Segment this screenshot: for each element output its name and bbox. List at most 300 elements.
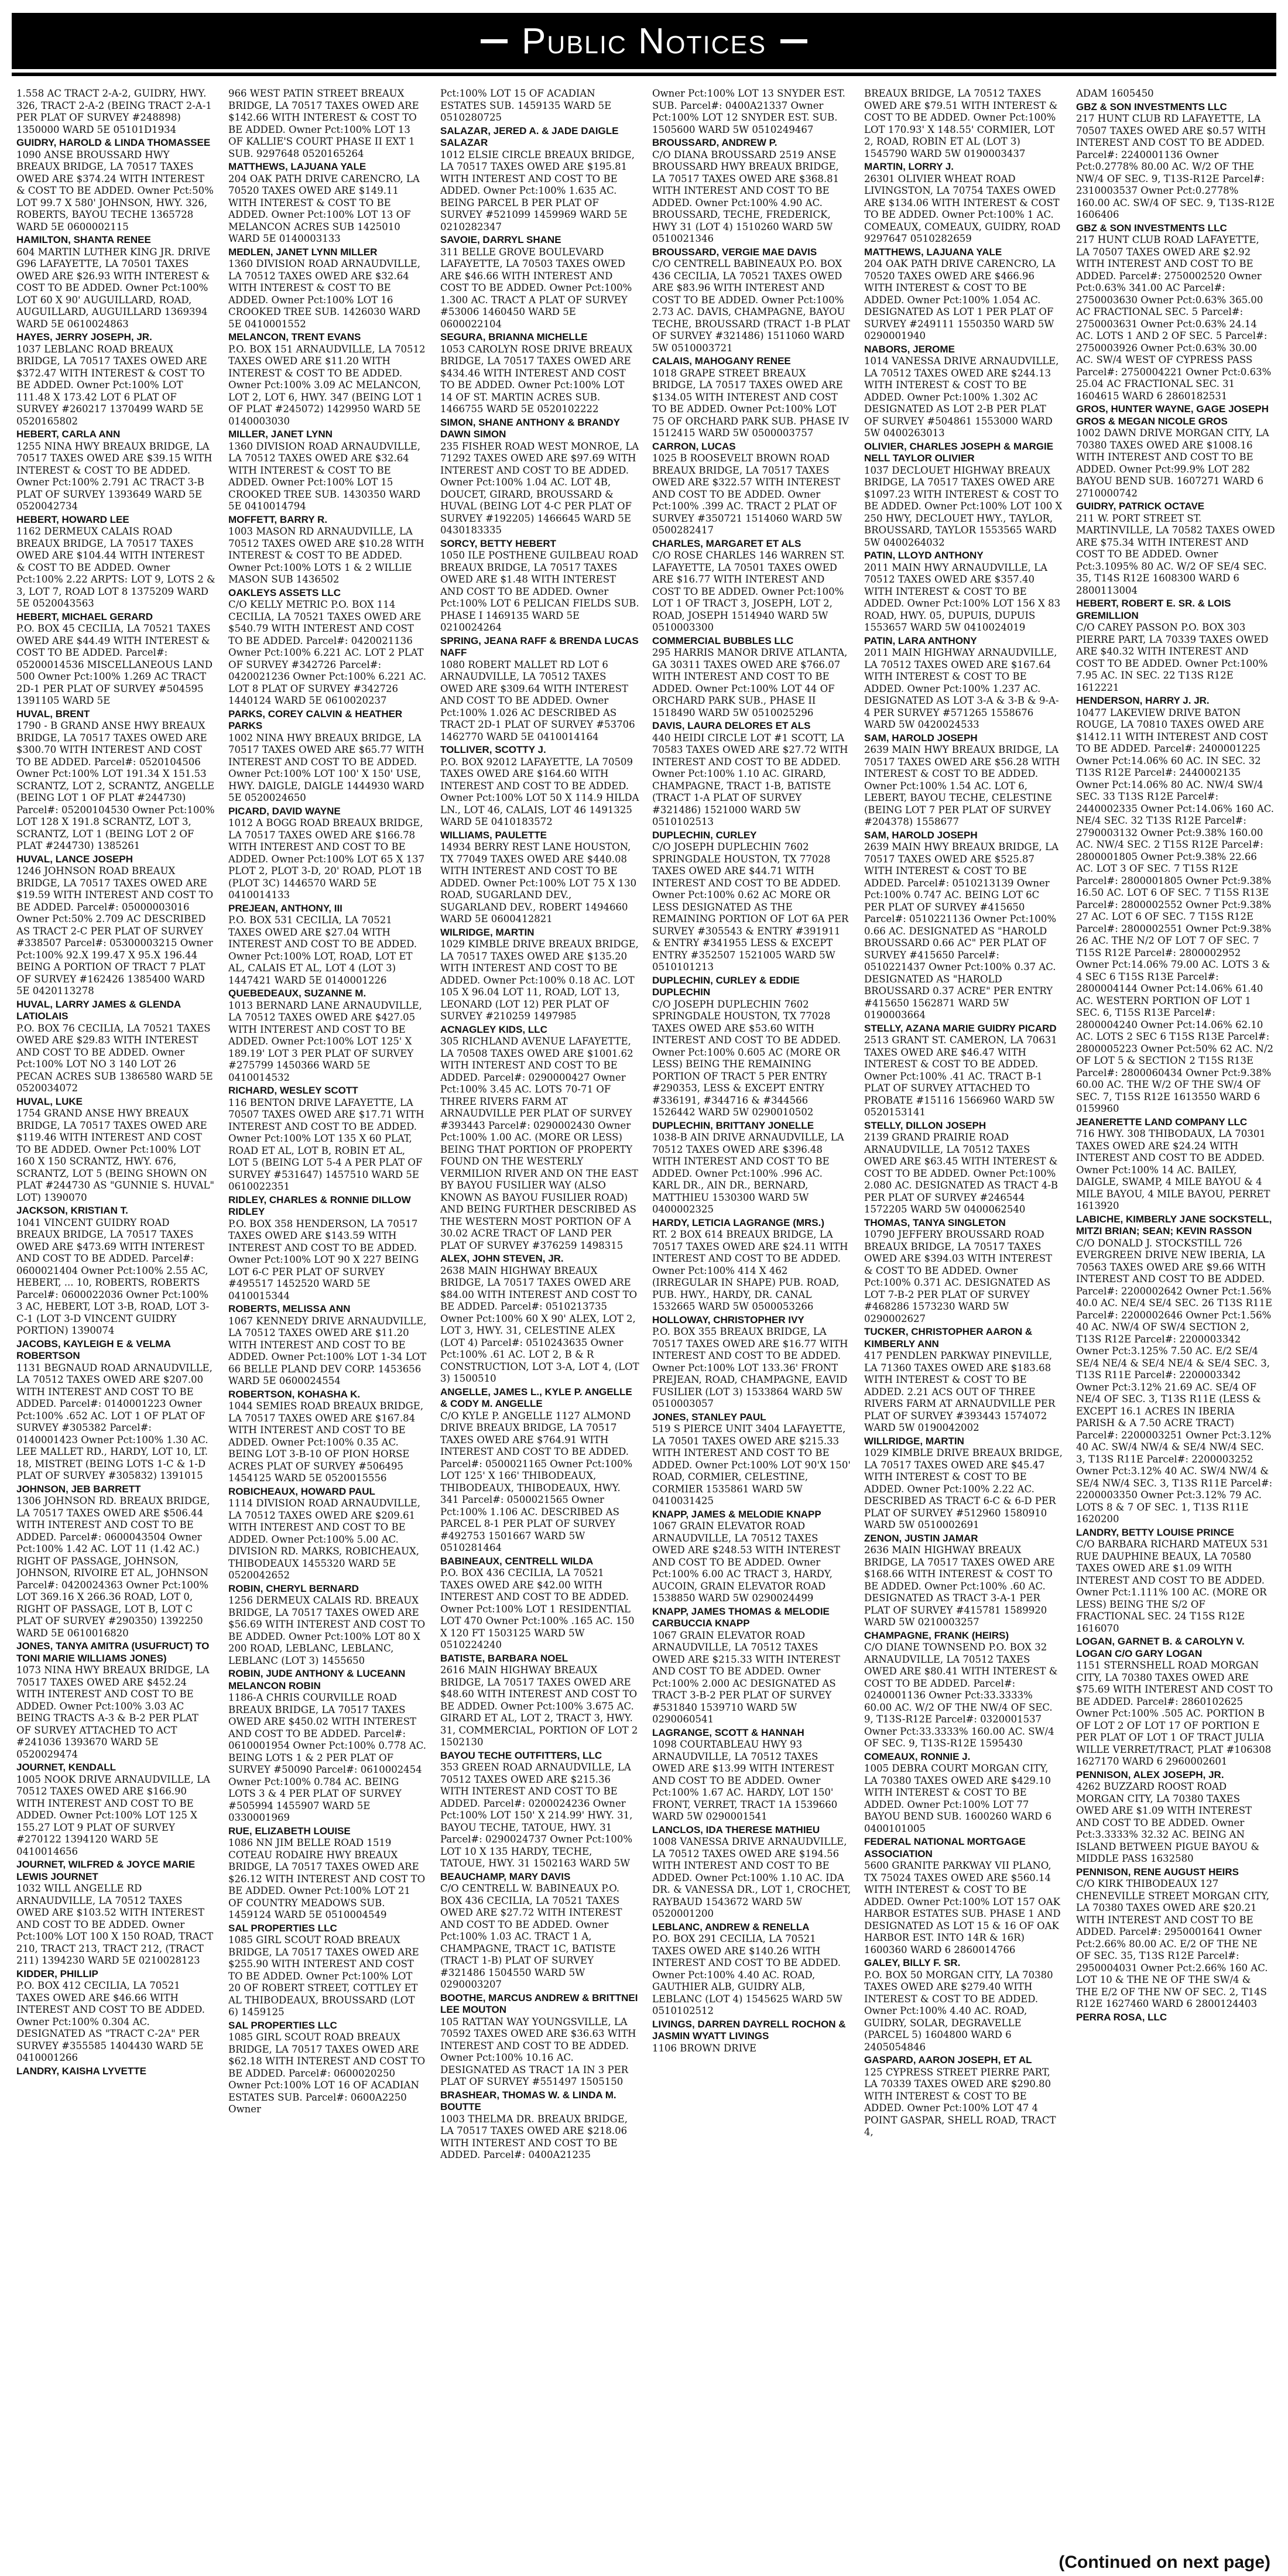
notice-text: P.O. BOX 358 HENDERSON, LA 70517 TAXES OWED ARE $143.59 WITH INTEREST AND COST TO BE ADDED. Owner Pct:100% LOT 90 X 227 BEING LOT 6-C PER PLAT OF SURVEY #495517 1452520 WARD 5E 0410015344 <box>228 1218 419 1301</box>
notice-entry <box>864 441 1063 549</box>
owner-name: ROBIN, CHERYL BERNARD <box>228 1582 359 1594</box>
notice-text: 1790 - B GRAND ANSE HWY BREAUX BRIDGE, LA 70517 TAXES OWED ARE $300.70 WITH INTEREST AND COST TO BE ADDED. Parcel#: 0520104506 Owner Pct:100% LOT 191.34 X 151.53 SCRANTZ, LOT 2, SCRANTZ, ANGELLE (BEING LOT 1 OF PLAT #244730) Parcel#: 05200104530 Owner Pct:100% LOT 128 X 191.8 SCRANTZ, LOT 3, SCRANTZ, LOT 1 (BEING LOT 2 OF PLAT #244730) 1385261 <box>16 720 215 851</box>
notice-text: 1131 BEGNAUD ROAD ARNAUDVILLE, LA 70512 TAXES OWED ARE $207.00 WITH INTEREST AND COST TO BE ADDED. Parcel#: 0140001223 Owner Pct:100% .652 AC. LOT 1 OF PLAT OF SURVEY #305382 Parcel#: 0140001423 Owner Pct:100% 1.30 AC. LEE MALLET RD., HARDY, LOT 10, LT. 18, MISTRET (BEING LOTS 1-C & 1-D PLAT OF SURVEY #305832) 1391015 <box>16 1362 213 1481</box>
owner-name: CHAMPAGNE, FRANK (HEIRS) <box>864 1629 1009 1641</box>
notice-text: 1032 WILL ANGELLE RD ARNAUDVILLE, LA 70512 TAXES OWED ARE $103.52 WITH INTEREST AND COST TO BE ADDED. Owner Pct:100% LOT 100 X 150 ROAD, TRACT 210, TRACT 213, TRACT 212, (TRACT 211) 1394230 WARD 5E 0210028123 <box>16 1883 214 1966</box>
notice-column <box>864 88 1063 2547</box>
notice-entry <box>1076 501 1275 597</box>
notice-text: P.O. BOX 291 CECILIA, LA 70521 TAXES OWED ARE $140.26 WITH INTEREST AND COST TO BE ADDED. Owner Pct:100% 4.40 AC. ROAD, GAUTHIER ALB, GUIDRY ALB, LEBLANC (LOT 4) 1545625 WARD 5W 0510102512 <box>652 1933 842 2016</box>
notice-entry <box>16 514 215 610</box>
notice-text: 5600 GRANITE PARKWAY VII PLANO, TX 75024 TAXES OWED ARE $560.14 WITH INTEREST & COST TO BE ADDED. Owner Pct:100% LOT 157 OAK HARBOR ESTATES SUB. PHASE 1 AND DESIGNATED AS LOT 15 & 16 OF OAK HARBOR EST. INTO 14R & 16R) 1600360 WARD 6 2860014766 <box>864 1860 1061 1955</box>
notice-text: 1073 NINA HWY BREAUX BRIDGE, LA 70517 TAXES OWED ARE $452.24 WITH INTEREST AND COST TO BE ADDED. Owner Pct:100% 3.03 AC BEING TRACTS A-3 & B-2 PER PLAT OF SURVEY ATTACHED TO ACT #241036 1393670 WARD 5E 0520029474 <box>16 1664 210 1760</box>
notice-entry <box>1076 88 1275 100</box>
notice-text: Pct:100% LOT 15 OF ACADIAN ESTATES SUB. 1459135 WARD 5E 0510280725 <box>440 88 612 123</box>
notice-text: 2139 GRAND PRAIRIE ROAD ARNAUDVILLE, LA 70512 TAXES OWED ARE $63.45 WITH INTEREST & COST TO BE ADDED. Owner Pct:100% 2.080 AC. DESIGNATED AS TRACT 4-B PER PLAT OF SURVEY #246544 1572205 WARD 5W 0400062540 <box>864 1132 1059 1215</box>
owner-name: LANDRY, KAISHA LYVETTE <box>16 2065 146 2077</box>
notice-column <box>1076 88 1275 2547</box>
notice-text: C/O CENTRELL BABINEAUX P.O. BOX 436 CECILIA, LA 70521 TAXES OWED ARE $83.96 WITH INTEREST AND COST TO BE ADDED. Owner Pct:100% 2.73 AC. DAVIS, CHAMPAGNE, BAYOU TECHE, BROUSSARD (TRACT 1-B PLAT OF SURVEY #321486) 1511060 WARD 5W 0510003721 <box>652 258 850 354</box>
notice-entry <box>228 429 427 513</box>
notice-entry <box>652 355 851 440</box>
notice-entry <box>440 1871 639 1991</box>
owner-name: DUPLECHIN, CURLEY <box>652 829 757 841</box>
owner-name: WILRIDGE, MARTIN <box>440 926 535 938</box>
notice-text: 966 WEST PATIN STREET BREAUX BRIDGE, LA 70517 TAXES OWED ARE $142.66 WITH INTEREST & COST TO BE ADDED. Owner Pct:100% LOT 13 OF KALLIE'S COURT PHASE II EXT 1 SUB. 9297648 0520165264 <box>228 88 419 159</box>
notice-entry <box>652 441 851 537</box>
notice-entry <box>16 1338 215 1482</box>
notice-column <box>652 88 851 2547</box>
owner-name: GUIDRY, PATRICK OCTAVE <box>1076 501 1205 512</box>
banner-left-dash <box>481 39 508 43</box>
notice-text: 2616 MAIN HIGHWAY BREAUX BRIDGE, LA 70517 TAXES OWED ARE $48.60 WITH INTEREST AND COST TO BE ADDED. Owner Pct:100% 3.675 AC. GIRARD ET AL, LOT 2, TRACT 3, HWY. 31, COMMERCIAL, PORTION OF LOT 2 1502130 <box>440 1664 638 1748</box>
notice-entry <box>440 1556 639 1652</box>
owner-name: HAMILTON, SHANTA RENEE <box>16 234 151 245</box>
owner-name: RUE, ELIZABETH LOUISE <box>228 1825 351 1837</box>
notice-entry <box>228 1303 427 1388</box>
owner-name: STELLY, AZANA MARIE GUIDRY PICARD <box>864 1022 1057 1034</box>
notice-entry <box>864 830 1063 1022</box>
owner-name: PENNISON, ALEX JOSEPH, JR. <box>1076 1769 1224 1780</box>
notice-text: 1256 DERMEUX CALAIS RD. BREAUX BRIDGE, LA 70517 TAXES OWED ARE $56.69 WITH INTEREST AND COST TO BE ADDED. Owner Pct:100% LOT 80 X 200 ROAD, LEBLANC, LEBLANC, LEBLANC (LOT 3) 1455650 <box>228 1595 426 1666</box>
notice-text: 14934 BERRY REST LANE HOUSTON, TX 77049 TAXES OWED ARE $440.08 WITH INTEREST AND COST TO BE ADDED. Owner Pct:100% LOT 75 X 130 ROAD, SUGARLAND DEV., SUGARLAND DEV., ROBERT 1494660 WARD 5E 0600412821 <box>440 841 637 924</box>
owner-name: HENDERSON, HARRY J. JR. <box>1076 695 1210 706</box>
notice-entry <box>228 1825 427 1921</box>
owner-name: JONES, TANYA AMITRA (USUFRUCT) TO TONI MARIE WILLIAMS JONES) <box>16 1640 210 1664</box>
notice-text: 1003 MASON RD ARNAUDVILLE, LA 70512 TAXES OWED ARE $10.28 WITH INTEREST & COST TO BE ADDED. Owner Pct:100% LOTS 1 & 2 WILLIE MASON SUB 1436502 <box>228 526 424 585</box>
notice-entry <box>1076 1866 1275 2010</box>
owner-name: GROS, HUNTER WAYNE, GAGE JOSEPH GROS & MEGAN NICOLE GROS <box>1076 403 1269 427</box>
notice-text: 1246 JOHNSON ROAD BREAUX BRIDGE, LA 70517 TAXES OWED ARE $19.59 WITH INTEREST AND COST TO BE ADDED. Parcel#: 05000003016 Owner Pct:50% 2.709 AC DESCRIBED AS TRACT 2-C PER PLAT OF SURVEY #338507 Parcel#: 05300003215 Owner Pct:100% 92.X 199.47 X 95.X 196.44 BEING A PORTION OF TRACT 7 PLAT OF SURVEY #162426 1385400 WARD 5E 0420113278 <box>16 865 214 996</box>
notice-entry <box>864 2054 1063 2139</box>
notice-text: BREAUX BRIDGE, LA 70512 TAXES OWED ARE $79.51 WITH INTEREST & COST TO BE ADDED. Owner Pct:100% LOT 170.93' X 148.55' CORMIER, LOT 2, ROAD, ROBIN ET AL (LOT 3) 1545790 WARD 5W 0190003437 <box>864 88 1058 159</box>
owner-name: QUEBEDEAUX, SUZANNE M. <box>228 988 366 999</box>
notice-text: C/O KIRK THIBODEAUX 127 CHENEVILLE STREET MORGAN CITY, LA 70380 TAXES OWED ARE $20.21 WITH INTEREST AND COST TO BE ADDED. Parcel#: 2950001641 Owner Pct:2.66% 80.00 AC. E/2 OF THE NE OF SEC. 35, T13S R12E Parcel#: 2950004031 Owner Pct:2.66% 160 AC. LOT 10 & THE NE OF THE SW/4 & THE E/2 OF THE NW OF SEC. 2, T14S R12E 1627460 WARD 6 2800124403 <box>1076 1878 1270 2009</box>
owner-name: KIDDER, PHILLIP <box>16 1968 98 1979</box>
notice-entry <box>864 88 1063 160</box>
notice-entry <box>16 2065 215 2078</box>
notice-text: 1151 STERNSHELL ROAD MORGAN CITY, LA 70380 TAXES OWED ARE $75.69 WITH INTEREST AND COST TO BE ADDED. Parcel#: 2860102625 Owner Pct:100% .505 AC. PORTION B OF LOT 2 OF LOT 17 OF PORTION E PER PLAT OF LOT 1 OF TRACT JULIA WILLE VERRET/TRACT, PLAT #106308 1627170 WARD 6 2960002601 <box>1076 1660 1273 1767</box>
owner-name: CARRON, LUCAS <box>652 440 736 452</box>
notice-entry <box>652 635 851 720</box>
owner-name: JONES, STANLEY PAUL <box>652 1411 766 1423</box>
owner-name: GASPARD, AARON JOSEPH, ET AL <box>864 2054 1032 2065</box>
owner-name: HUVAL, LANCE JOSEPH <box>16 853 133 865</box>
notice-text: 1255 NINA HWY BREAUX BRIDGE, LA 70517 TAXES OWED ARE $39.15 WITH INTEREST & COST TO BE ADDED. Owner Pct:100% 2.791 AC TRACT 3-B PLAT OF SURVEY 1393649 WARD 5E 0520042734 <box>16 440 213 512</box>
notice-text: 1067 GRAIN ELEVATOR ROAD ARNAUDVILLE, LA 70512 TAXES OWED ARE $215.33 WITH INTEREST AND COST TO BE ADDED. Owner Pct:100% 2.000 AC DESIGNATED AS TRACT 3-B-2 PER PLAT OF SURVEY #531840 1539710 WARD 5W 0290060541 <box>652 1629 841 1725</box>
notice-text: 1106 BROWN DRIVE <box>652 2042 757 2054</box>
notice-entry <box>16 1205 215 1337</box>
owner-name: PATIN, LLOYD ANTHONY <box>864 550 984 561</box>
notice-column <box>228 88 427 2547</box>
notice-text: C/O KYLE P. ANGELLE 1127 ALMOND DRIVE BREAUX BRIDGE, LA 70517 TAXES OWED ARE $764.91 WITH INTEREST AND COST TO BE ADDED. Parcel#: 0500021165 Owner Pct:100% LOT 125' X 166' THIBODEAUX, THIBODEAUX, THIBODEAUX, HWY. 341 Parcel#: 0500021565 Owner Pct:100% 1.106 AC. DESCRIBED AS PARCEL 8-1 PER PLAT OF SURVEY #492753 1501667 WARD 5W 0510281464 <box>440 1410 633 1553</box>
notice-text: 4262 BUZZARD ROOST ROAD MORGAN CITY, LA 70380 TAXES OWED ARE $1.09 WITH INTEREST AND COST TO BE ADDED. Owner Pct:3.3333% 32.32 AC. BEING AN ISLAND BETWEEN PIGUE BAYOU & MIDDLE PASS 1632580 <box>1076 1781 1260 1864</box>
notice-entry <box>652 1120 851 1216</box>
owner-name: JOURNET, KENDALL <box>16 1762 117 1773</box>
notice-entry <box>652 538 851 634</box>
notice-entry <box>16 1859 215 1967</box>
notice-text: 1085 GIRL SCOUT ROAD BREAUX BRIDGE, LA 70517 TAXES OWED ARE $255.90 WITH INTEREST AND COST TO BE ADDED. Owner Pct:100% LOT 20 OF ROBERT STREET, COTTLEY ET AL THIBODEAUX, BROUSSARD (LOT 6) 1459125 <box>228 1934 419 2017</box>
notice-entry <box>864 344 1063 440</box>
notice-entry <box>1076 1769 1275 1865</box>
owner-name: SAM, HAROLD JOSEPH <box>864 829 978 841</box>
notice-text: 116 BENTON DRIVE LAFAYETTE, LA 70507 TAXES OWED ARE $17.71 WITH INTEREST AND COST TO BE ADDED. Owner Pct:100% LOT 135 X 60 PLAT, ROAD ET AL, LOT B, ROBIN ET AL, LOT 5 (BEING LOT 5-4 A PER PLAT OF SURVEY #531647) 1457510 WARD 5E 0610022351 <box>228 1097 424 1192</box>
notice-entry <box>864 1957 1063 2053</box>
notice-text: C/O BARBARA RICHARD MATEUX 531 RUE DAUPHINE BEAUX, LA 70580 TAXES OWED ARE $1.09 WITH INTEREST AND COST TO BE ADDED. Owner Pct:1.111% 100 AC. (MORE OR LESS) BEING THE S/2 OF FRACTIONAL SEC. 24 T15S R12E 1616070 <box>1076 1539 1269 1634</box>
notice-text: 1114 DIVISION ROAD ARNAUDVILLE, LA 70512 TAXES OWED ARE $209.61 WITH INTEREST AND COST TO BE ADDED. Owner Pct:100% 5.00 AC. DIVISION RD. MARKS, ROBICHEAUX, THIBODEAUX 1455320 WARD 5E 0520042652 <box>228 1498 420 1581</box>
notice-entry <box>652 2019 851 2055</box>
owner-name: SAM, HAROLD JOSEPH <box>864 732 978 744</box>
notice-text: 125 CYPRESS STREET PIERRE PART, LA 70339 TAXES OWED ARE $290.80 WITH INTEREST & COST TO BE ADDED. Owner Pct:100% LOT 47 4 POINT GASPAR, SHELL ROAD, TRACT 4, <box>864 2066 1056 2137</box>
notice-entry <box>228 1583 427 1667</box>
notice-text: 1067 KENNEDY DRIVE ARNAUDVILLE, LA 70512 TAXES OWED ARE $11.20 WITH INTEREST AND COST TO BE ADDED. Owner Pct:100% LOT 1-34 LOT 66 BELLE PLAND DEV CORP. 1453656 WARD 5E 0600024554 <box>228 1315 427 1386</box>
notice-entry <box>16 854 215 998</box>
owner-name: MATTHEWS, LAJUANA YALE <box>228 161 366 172</box>
notice-entry <box>652 1606 851 1726</box>
notice-text: 1044 SEMIES ROAD BREAUX BRIDGE, LA 70517 TAXES OWED ARE $167.84 WITH INTEREST AND COST TO BE ADDED. Owner Pct:100% 0.35 AC. BEING LOT 3-B-10 OF PION HORSE ACRES PLAT OF SURVEY #506495 1454125 WARD 5E 0520015556 <box>228 1400 424 1484</box>
owner-name: PATIN, LARA ANTHONY <box>864 635 977 646</box>
owner-name: JACKSON, KRISTIAN T. <box>16 1205 128 1216</box>
notice-text: 2636 MAIN HIGHWAY BREAUX BRIDGE, LA 70517 TAXES OWED ARE $168.66 WITH INTEREST & COST TO BE ADDED. Owner Pct:100% .60 AC. DESIGNATED AS TRACT 3-A-1 PER PLAT OF SURVEY #415781 1589920 WARD 5W 0210003257 <box>864 1544 1055 1628</box>
owner-name: LIVINGS, DARREN DAYRELL ROCHON & JASMIN WYATT LIVINGS <box>652 2018 846 2041</box>
notice-text: 10790 JEFFERY BROUSSARD ROAD BREAUX BRIDGE, LA 70517 TAXES OWED ARE $394.03 WITH INTEREST & COST TO BE ADDED. Owner Pct:100% 0.371 AC. DESIGNATED AS LOT 7-B-2 PER PLAT OF SURVEY #468286 1573230 WARD 5W 0290002627 <box>864 1229 1053 1324</box>
notice-entry <box>228 1085 427 1193</box>
notice-text: RT. 2 BOX 614 BREAUX BRIDGE, LA 70517 TAXES OWED ARE $24.11 WITH INTEREST AND COST TO BE ADDED. Owner Pct:100% 414 X 462 (IRREGULAR IN SHAPE) PUB. ROAD, PUB. HWY., HARDY, DR. CANAL 1532665 WARD 5W 0500053266 <box>652 1229 848 1312</box>
notice-text: 1162 DERMEUX CALAIS ROAD BREAUX BRIDGE, LA 70517 TAXES OWED ARE $104.44 WITH INTEREST & COST TO BE ADDED. Owner Pct:100% 2.22 ARPTS: LOT 9, LOTS 2 & 3, LOT 7, ROAD LOT 8 1375209 WARD 5E 0520043563 <box>16 526 215 609</box>
notice-text: C/O CAREY PASSON P.O. BOX 303 PIERRE PART, LA 70339 TAXES OWED ARE $40.32 WITH INTEREST AND COST TO BE ADDED. Owner Pct:100% 7.95 AC. IN SEC. 22 T13S R12E 1612221 <box>1076 622 1269 693</box>
notice-entry <box>1076 403 1275 499</box>
owner-name: SAVOIE, DARRYL SHANE <box>440 234 561 245</box>
notice-entry <box>228 806 427 902</box>
notice-entry <box>864 1533 1063 1629</box>
owner-name: MOFFETT, BARRY R. <box>228 513 328 525</box>
notice-text: P.O. BOX 45 CECILIA, LA 70521 TAXES OWED ARE $44.49 WITH INTEREST & COST TO BE ADDED. Parcel#: 05200014536 MISCELLANEOUS LAND 500 Owner Pct:100% 1.269 AC TRACT 2D-1 PER PLAT OF SURVEY #504595 1391105 WARD 5E <box>16 623 213 706</box>
notice-text: 1012 ELSIE CIRCLE BREAUX BRIDGE, LA 70517 TAXES OWED ARE $195.81 WITH INTEREST AND COST TO BE ADDED. Owner Pct:100% 1.635 AC. BEING PARCEL B PER PLAT OF SURVEY #521099 1459969 WARD 5E 0210282347 <box>440 149 635 232</box>
notice-entry <box>228 988 427 1084</box>
notice-text: 2639 MAIN HWY BREAUX BRIDGE, LA 70517 TAXES OWED ARE $525.87 WITH INTEREST & COST TO BE ADDED. Parcel#: 0510213139 Owner Pct:100% 0.747 AC. BEING LOT 6C PER PLAT OF SURVEY #415650 Parcel#: 0510221136 Owner Pct:100% 0.66 AC. DESIGNATED AS "HAROLD BROUSSARD 0.66 AC" PER PLAT OF SURVEY #415650 Parcel#: 0510221437 Owner Pct:100% 0.37 AC. DESIGNATED AS "HAROLD BROUSSARD 0.37 ACRE" PER ENTRY #415650 1562871 WARD 5W 0190003664 <box>864 841 1059 1020</box>
owner-name: DUPLECHIN, BRITTANY JONELLE <box>652 1119 814 1131</box>
notice-text: Owner Pct:100% LOT 13 SNYDER EST. SUB. Parcel#: 0400A21337 Owner Pct:100% LOT 12 SNYDER EST. SUB. 1505600 WARD 5W 0510249467 <box>652 88 845 135</box>
page-title: Public Notices <box>521 20 767 61</box>
notice-text: 1018 GRAPE STREET BREAUX BRIDGE, LA 70517 TAXES OWED ARE $134.05 WITH INTEREST AND COST TO BE ADDED. Owner Pct:100% LOT 75 OF ORCHARD PARK SUB. PHASE IV 1512415 WARD 5W 0500003757 <box>652 367 849 439</box>
owner-name: WILLIAMS, PAULETTE <box>440 829 547 841</box>
notice-entry <box>864 1120 1063 1216</box>
notice-entry <box>228 903 427 987</box>
notice-text: 1012 A BOGG ROAD BREAUX BRIDGE, LA 70517 TAXES OWED ARE $166.78 WITH INTEREST AND COST TO BE ADDED. Owner Pct:100% LOT 65 X 137 PLOT 2, PLOT 3-D, 20' ROAD, PLOT 1B (PLOT 3C) 1446570 WARD 5E 0410014133 <box>228 817 425 900</box>
notice-column <box>16 88 215 2547</box>
banner-right-dash <box>780 39 807 43</box>
notice-entry <box>440 1024 639 1252</box>
owner-name: SALAZAR, JERED A. & JADE DAIGLE SALAZAR <box>440 125 619 148</box>
notice-text: 295 HARRIS MANOR DRIVE ATLANTA, GA 30311 TAXES OWED ARE $766.07 WITH INTEREST AND COST TO BE ADDED. Owner Pct:100% LOT 44 OF ORCHARD PARK SUB., PHASE II 1518490 WARD 5W 0510025296 <box>652 647 848 718</box>
owner-name: HEBERT, HOWARD LEE <box>16 513 129 525</box>
notice-entry <box>864 161 1063 245</box>
notice-entry <box>440 1253 639 1385</box>
notice-entry <box>652 1727 851 1823</box>
owner-name: BROUSSARD, ANDREW P. <box>652 137 777 148</box>
notice-text: 1003 THELMA DR. BREAUX BRIDGE, LA 70517 TAXES OWED ARE $218.06 WITH INTEREST AND COST TO BE ADDED. Parcel#: 0400A21235 <box>440 2113 628 2160</box>
owner-name: STELLY, DILLON JOSEPH <box>864 1119 986 1131</box>
notice-entry <box>652 1217 851 1313</box>
notice-text: 1041 VINCENT GUIDRY ROAD BREAUX BRIDGE, LA 70517 TAXES OWED ARE $473.69 WITH INTEREST AND COST TO BE ADDED. Parcel#: 0600021404 Owner Pct:100% 2.55 AC, HEBERT, ... 10, ROBERTS, ROBERTS Parcel#: 0600022036 Owner Pct:100% 3 AC, HEBERT, LOT 3-B, ROAD, LOT 3-C-1 (LOT 3-D VINCENT GUIDRY PORTION) 1390074 <box>16 1217 210 1336</box>
notice-entry <box>440 1750 639 1870</box>
notice-text: P.O. BOX 531 CECILIA, LA 70521 TAXES OWED ARE $27.04 WITH INTEREST AND COST TO BE ADDED. Owner Pct:100% LOT, ROAD, LOT ET AL, CALAIS ET AL, LOT 4 (LOT 3) 1447421 WARD 5E 0140001226 <box>228 914 417 986</box>
owner-name: ROBICHEAUX, HOWARD PAUL <box>228 1485 375 1497</box>
notice-entry <box>864 1023 1063 1119</box>
owner-name: JEANERETTE LAND COMPANY LLC <box>1076 1116 1248 1128</box>
owner-name: ROBERTSON, KOHASHA K. <box>228 1388 361 1400</box>
owner-name: GBZ & SON INVESTMENTS LLC <box>1076 222 1227 234</box>
notice-entry <box>864 1836 1063 1956</box>
notice-entry <box>1076 2012 1275 2024</box>
notice-entry <box>16 611 215 707</box>
owner-name: SPRING, JEANA RAFF & BRENDA LUCAS NAFF <box>440 635 639 658</box>
notice-entry <box>1076 1214 1275 1526</box>
notice-entry <box>228 587 427 707</box>
notice-text: 1.558 AC TRACT 2-A-2, GUIDRY, HWY. 326, TRACT 2-A-2 (BEING TRACT 2-A-1 PER PLAT OF SURVEY #248898) 1350000 WARD 5E 05101D1934 <box>16 88 212 135</box>
notice-text: 1002 NINA HWY BREAUX BRIDGE, LA 70517 TAXES OWED ARE $65.77 WITH INTEREST AND COST TO BE ADDED. Owner Pct:100% LOT 100' X 150' USE, HWY. DAIGLE, DAIGLE 1444930 WARD 5E 0520024650 <box>228 732 424 803</box>
owner-name: MELANCON, TRENT EVANS <box>228 331 361 342</box>
notice-text: 1014 VANESSA DRIVE ARNAUDVILLE, LA 70512 TAXES OWED ARE $244.13 WITH INTEREST & COST TO BE ADDED. Owner Pct:100% 1.302 AC DESIGNATED AS LOT 2-B PER PLAT OF SURVEY #504861 1553000 WARD 5W 0400263013 <box>864 355 1059 439</box>
notice-text: 417 PENDLEN PARKWAY PINEVILLE, LA 71360 TAXES OWED ARE $183.68 WITH INTEREST & COST TO BE ADDED. 2.21 ACS OUT OF THREE RIVERS FARM AT ARNAUDVILLE PER PLAT OF SURVEY #393443 1574072 WARD 5W 0190042002 <box>864 1350 1056 1433</box>
notice-entry <box>16 331 215 427</box>
notice-text: 1080 ROBERT MALLET RD LOT 6 ARNAUDVILLE, LA 70512 TAXES OWED ARE $309.64 WITH INTEREST AND COST TO BE ADDED. Owner Pct:100% 1.026 AC DESCRIBED AS TRACT 2D-1 PLAT OF SURVEY #53706 1462770 WARD 5E 0410014164 <box>440 659 635 742</box>
notice-entry <box>440 538 639 634</box>
notice-entry <box>652 830 851 974</box>
notice-entry <box>440 417 639 537</box>
owner-name: KNAPP, JAMES THOMAS & MELODIE CARBUCCIA KNAPP <box>652 1605 830 1629</box>
notice-text: 2513 GRANT ST. CAMERON, LA 70631 TAXES OWED ARE $46.47 WITH INTEREST & COST TO BE ADDED. Owner Pct:100% .41 AC. TRACT B-1 PLAT OF SURVEY ATTACHED TO PROBATE #15116 1566960 WARD 5W 0520153141 <box>864 1034 1057 1118</box>
notice-text: 217 HUNT CLUB ROAD LAFAYETTE, LA 70507 TAXES OWED ARE $2.92 WITH INTEREST AND COST TO BE ADDED. Parcel#: 2750002520 Owner Pct:0.63% 341.00 AC Parcel#: 2750003630 Owner Pct:0.63% 365.00 AC FRACTIONAL SEC. 5 Parcel#: 2750003631 Owner Pct:0.63% 24.14 AC. LOTS 1 AND 2 OF SEC. 5 Parcel#: 2750003926 Owner Pct:0.63% 30.00 AC. SW/4 WEST OF CYPRESS PASS Parcel#: 2750004221 Owner Pct:0.63% 25.04 AC FRACTIONAL SEC. 31 1604615 WARD 6 2860182531 <box>1076 234 1272 402</box>
owner-name: HAYES, JERRY JOSEPH, JR. <box>16 331 152 342</box>
owner-name: NABORS, JEROME <box>864 343 955 355</box>
owner-name: PICARD, DAVID WAYNE <box>228 805 341 817</box>
notice-text: P.O. BOX 436 CECILIA, LA 70521 TAXES OWED ARE $42.00 WITH INTEREST AND COST TO BE ADDED. Owner Pct:100% LOT 1 RESIDENTIAL LOT 470 Owner Pct:100% .165 AC. 150 X 120 FT 1503125 WARD 5W 0510224240 <box>440 1567 635 1650</box>
notice-entry <box>440 1386 639 1554</box>
owner-name: PARKS, COREY CALVIN & HEATHER PARKS <box>228 708 403 731</box>
owner-name: MATTHEWS, LAJUANA YALE <box>864 246 1002 258</box>
notice-text: 519 S PIERCE UNIT 3404 LAFAYETTE, LA 70501 TAXES OWED ARE $215.33 WITH INTEREST AND COST TO BE ADDED. Owner Pct:100% LOT 90'X 150' ROAD, CORMIER, CELESTINE, CORMIER 1535861 WARD 5W 0410031425 <box>652 1423 851 1506</box>
owner-name: HEBERT, ROBERT E. SR. & LOIS GREMILLION <box>1076 598 1231 621</box>
notice-entry <box>1076 1116 1275 1212</box>
notice-text: C/O CENTRELL W. BABINEAUX P.O. BOX 436 CECILIA, LA 70521 TAXES OWED ARE $27.72 WITH INTEREST AND COST TO BE ADDED. Owner Pct:100% 1.03 AC. TRACT 1 A, CHAMPAGNE, TRACT 1C, BATISTE (TRACT 1-B) PLAT OF SURVEY #321486 1504550 WARD 5W 0290003207 <box>440 1883 622 1990</box>
owner-name: HEBERT, CARLA ANN <box>16 429 121 440</box>
notice-text: C/O JOSEPH DUPLECHIN 7602 SPRINGDALE HOUSTON, TX 77028 TAXES OWED ARE $53.60 WITH INTEREST AND COST TO BE ADDED. Owner Pct:100% 0.605 AC (MORE OR LESS) BEING THE REMAINING PORTION OF TRACT 5 PER ENTRY #290353, LESS & EXCEPT ENTRY #336191, #344716 & #344566 1526442 WARD 5W 0290010502 <box>652 998 841 1118</box>
notice-text: 305 RICHLAND AVENUE LAFAYETTE, LA 70508 TAXES OWED ARE $1001.62 WITH INTEREST AND COST TO BE ADDED. Parcel#: 0290000427 Owner Pct:100% 3.45 AC. LOTS 70-71 OF THREE RIVERS FARM AT ARNAUDVILLE PER PLAT OF SURVEY #393443 Parcel#: 0290002430 Owner Pct:100% 1.00 AC. (MORE OR LESS) BEING THAT PORTION OF PROPERTY FOUND ON THE WESTERLY VERMILION RIVER AND ON THE EAST BY BAYOU FUSILIER WAY (ALSO KNOWN AS BAYOU FUSILIER ROAD) AND BEING FURTHER DESCRIBED AS THE WESTERN MOST PORTION OF A 30.02 ACRE TRACT OF LAND PER PLAT OF SURVEY #376259 1498315 <box>440 1036 639 1251</box>
notice-entry <box>440 125 639 234</box>
notice-text: 2638 MAIN HIGHWAY BREAUX BRIDGE, LA 70517 TAXES OWED ARE $84.00 WITH INTEREST AND COST TO BE ADDED. Parcel#: 0510213735 Owner Pct:100% 60 X 90' ALEX, LOT 2, LOT 3, HWY. 31, CELESTINE ALEX (LOT 4) Parcel#: 0510243635 Owner Pct:100% .61 AC. LOT 2, B & R CONSTRUCTION, LOT 3-A, LOT 4, (LOT 3) 1500510 <box>440 1265 639 1384</box>
notice-text: 311 BELLE GROVE BOULEVARD LAFAYETTE, LA 70503 TAXES OWED ARE $46.66 WITH INTEREST AND COST TO BE ADDED. Owner Pct:100% 1.300 AC. TRACT A PLAT OF SURVEY #53006 1460450 WARD 5E 0600022104 <box>440 246 632 330</box>
owner-name: BROUSSARD, VERGIE MAE DAVIS <box>652 246 817 258</box>
notice-text: 1008 VANESSA DRIVE ARNAUDVILLE, LA 70512 TAXES OWED ARE $194.56 WITH INTEREST AND COST TO BE ADDED. Owner Pct:100% 1.10 AC. IDA DR. & VANESSA DR., LOT 1, CROCHET, RAYBAUD 1543672 WARD 5W 0520001200 <box>652 1836 851 1919</box>
owner-name: SIMON, SHANE ANTHONY & BRANDY DAWN SIMON <box>440 416 620 440</box>
owner-name: SAL PROPERTIES LLC <box>228 1922 337 1934</box>
notice-text: 26301 OLIVIER WHEAT ROAD LIVINGSTON, LA 70754 TAXES OWED ARE $134.06 WITH INTEREST & COST TO BE ADDED. Owner Pct:100% 1 AC. COMEAUX, COMEAUX, GUIDRY, ROAD 9297647 0510282659 <box>864 173 1061 244</box>
owner-name: JOHNSON, JEB BARRETT <box>16 1483 141 1495</box>
notice-entry <box>1076 222 1275 403</box>
notice-text: 1360 DIVISION ROAD ARNAUDVILLE, LA 70512 TAXES OWED ARE $32.64 WITH INTEREST & COST TO BE ADDED. Owner Pct:100% LOT 16 CROOKED TREE SUB. 1426030 WARD 5E 0410001552 <box>228 258 420 330</box>
notice-entry <box>652 1824 851 1920</box>
owner-name: HOLLOWAY, CHRISTOPHER IVY <box>652 1314 804 1325</box>
notice-entry <box>440 744 639 828</box>
notice-text: 1360 DIVISION ROAD ARNAUDVILLE, LA 70512 TAXES OWED ARE $32.64 WITH INTEREST & COST TO BE ADDED. Owner Pct:100% LOT 15 CROOKED TREE SUB. 1430350 WARD 5E 0410014794 <box>228 440 420 512</box>
owner-name: PERRA ROSA, LLC <box>1076 2011 1167 2023</box>
notice-entry <box>16 1640 215 1760</box>
notice-text: P.O. BOX 355 BREAUX BRIDGE, LA 70517 TAXES OWED ARE $16.77 WITH INTEREST AND COST TO BE ADDED. Owner Pct:100% LOT 133.36' FRONT PREJEAN, ROAD, CHAMPAGNE, EAVID FUSILIER (LOT 3) 1533864 WARD 5W 0510003057 <box>652 1326 848 1409</box>
owner-name: SAL PROPERTIES LLC <box>228 2019 337 2031</box>
notice-text: P.O. BOX 50 MORGAN CITY, LA 70380 TAXES OWED ARE $279.40 WITH INTEREST & COST TO BE ADDED. Owner Pct:100% 4.40 AC. ROAD, GUIDRY, SOLAR, DEGRAVELLE (PARCEL 5) 1604800 WARD 6 2405054846 <box>864 1969 1053 2053</box>
notice-entry <box>864 732 1063 828</box>
owner-name: DAVIS, LAURA DELORES ET ALS <box>652 720 811 731</box>
notice-entry <box>16 1762 215 1858</box>
notice-entry <box>16 88 215 136</box>
notice-entry <box>440 2089 639 2161</box>
owner-name: OLIVIER, CHARLES JOSEPH & MARGIE NELL TAYLOR OLIVIER <box>864 440 1054 464</box>
notice-text: P.O. BOX 412 CECILIA, LA 70521 TAXES OWED ARE $46.66 WITH INTEREST AND COST TO BE ADDED. Owner Pct:100% 0.304 AC. DESIGNATED AS "TRACT C-2A" PER SURVEY #355585 1404430 WARD 5E 0410001266 <box>16 1980 205 2063</box>
notice-entry <box>440 1653 639 1749</box>
notice-entry <box>228 1486 427 1582</box>
owner-name: BOOTHE, MARCUS ANDREW & BRITTNEI LEE MOUTON <box>440 1992 638 2015</box>
notice-text: 604 MARTIN LUTHER KING JR. DRIVE G96 LAFAYETTE, LA 70501 TAXES OWED ARE $26.93 WITH INTEREST & COST TO BE ADDED. Owner Pct:100% LOT 60 X 90' AUGUILLARD, ROAD, AUGUILLARD, AUGUILLARD 1369394 WARD 5E 0610024863 <box>16 246 211 330</box>
notice-entry <box>864 1630 1063 1750</box>
notice-text: 1050 ILE POSTHENE GUILBEAU ROAD BREAUX BRIDGE, LA 70517 TAXES OWED ARE $1.48 WITH INTEREST AND COST TO BE ADDED. Owner Pct:100% LOT 6 PELICAN FIELDS SUB. PHASE I 1469135 WARD 5E 0210024264 <box>440 550 639 633</box>
owner-name: SEGURA, BRIANNA MICHELLE <box>440 331 588 342</box>
notice-text: 1005 NOOK DRIVE ARNAUDVILLE, LA 70512 TAXES OWED ARE $166.90 WITH INTEREST AND COST TO BE ADDED. Owner Pct:100% LOT 125 X 155.27 LOT 9 PLAT OF SURVEY #270122 1394120 WARD 5E 0410014656 <box>16 1773 210 1857</box>
owner-name: HUVAL, BRENT <box>16 708 90 720</box>
notice-text: C/O DONALD J. STOCKSTILL 726 EVERGREEN DRIVE NEW IBERIA, LA 70563 TAXES OWED ARE $9.66 WITH INTEREST AND COST TO BE ADDED. Parcel#: 2200002642 Owner Pct:1.56% 40.0 AC. NE/4 SE/4 SEC. 26 T13S R11E Parcel#: 2200002646 Owner Pct:1.56% 40 AC. NW/4 OF SW/4 SECTION 2, T13S R12E Parcel#: 2200003342 Owner Pct:3.125% 7.50 AC. E/2 SE/4 SE/4 NE/4 & SE/4 NE/4 & SE/4 SEC. 3, T13S R11E Parcel#: 2200003342 Owner Pct:3.12% 21.69 AC. SE/4 OF NE/4 OF SEC. 3, T13S R11E (LESS & EXCEPT 16.1 ACRES IN IBERIA PARISH & A 7.50 ACRE TRACT) Parcel#: 2200003251 Owner Pct:3.12% 40 AC. SW/4 NW/4 & SE/4 NW/4 SEC. 3, T13S R11E Parcel#: 2200003252 Owner Pct:3.12% 40 AC. SW/4 NW/4 & SE/4 NW/4 SEC. 3, T13S R11E Parcel#: 2200003350 Owner Pct:3.12% 79 AC. LOTS 8 & 7 OF SEC. 1, T13S R11E 1620200 <box>1076 1237 1273 1525</box>
notice-text: 1029 KIMBLE DRIVE BREAUX BRIDGE, LA 70517 TAXES OWED ARE $45.47 WITH INTEREST & COST TO BE ADDED. Owner Pct:100% 2.22 AC. DESCRIBED AS TRACT 6-C & 6-D PER PLAT OF SURVEY #512960 1580910 WARD 5W 0510002691 <box>864 1447 1063 1530</box>
owner-name: BAYOU TECHE OUTFITTERS, LLC <box>440 1749 602 1761</box>
owner-name: LANDRY, BETTY LOUISE PRINCE <box>1076 1526 1235 1538</box>
notice-entry <box>1076 695 1275 1115</box>
notice-text: 1025 B ROOSEVELT BROWN ROAD BREAUX BRIDGE, LA 70517 TAXES OWED ARE $322.57 WITH INTEREST AND COST TO BE ADDED. Owner Pct:100% .399 AC. TRACT 2 PLAT OF SURVEY #350721 1514060 WARD 5W 0500282417 <box>652 453 842 536</box>
notice-text: 1037 LEBLANC ROAD BREAUX BRIDGE, LA 70517 TAXES OWED ARE $372.47 WITH INTEREST & COST TO BE ADDED. Owner Pct:100% LOT 111.48 X 173.42 LOT 6 PLAT OF SURVEY #260217 1370499 WARD 5E 0520165802 <box>16 343 207 427</box>
notice-entry <box>864 550 1063 634</box>
notice-entry <box>864 246 1063 342</box>
notice-entry <box>440 830 639 926</box>
notice-text: 1754 GRAND ANSE HWY BREAUX BRIDGE, LA 70517 TAXES OWED ARE $119.46 WITH INTEREST AND COST TO BE ADDED. Owner Pct:100% LOT 160 X 150 SCRANTZ, HWY. 676, SCRANTZ, LOT 5 (BEING SHOWN ON PLAT #244730 AS "GUNNIE S. HUVAL" LOT) 1390070 <box>16 1108 214 1203</box>
notice-text: 1038-B AIN DRIVE ARNAUDVILLE, LA 70512 TAXES OWED ARE $396.48 WITH INTEREST AND COST TO BE ADDED. Owner Pct:100% .996 AC. KARL DR., AIN DR., BERNARD, MATTHIEU 1530300 WARD 5W 0400002325 <box>652 1132 844 1215</box>
owner-name: COMMERCIAL BUBBLES LLC <box>652 635 794 646</box>
notice-entry <box>440 927 639 1023</box>
owner-name: MARTIN, LORRY J. <box>864 161 954 172</box>
notice-text: 1002 DAWN DRIVE MORGAN CITY, LA 70380 TAXES OWED ARE $1008.16 WITH INTEREST AND COST TO BE ADDED. Owner Pct:99.9% LOT 282 BAYOU BEND SUB. 1607271 WARD 6 2710000742 <box>1076 427 1269 499</box>
notice-text: 204 OAK PATH DRIVE CARENCRO, LA 70520 TAXES OWED ARE $149.11 WITH INTEREST & COST TO BE ADDED. Owner Pct:100% LOT 13 OF MELANCON ACRES SUB 1425010 WARD 5E 0140003133 <box>228 173 420 244</box>
notice-text: 2011 MAIN HWY ARNAUDVILLE, LA 70512 TAXES OWED ARE $357.40 WITH INTEREST & COST TO BE ADDED. Owner Pct:100% LOT 156 X 83 ROAD, HWY. 05, DUPUIS, DUPUIS 1553657 WARD 5W 0410024019 <box>864 561 1061 633</box>
owner-name: ANGELLE, JAMES L., KYLE P. ANGELLE & CODY M. ANGELLE <box>440 1386 632 1409</box>
owner-name: LANCLOS, IDA THERESE MATHIEU <box>652 1824 820 1835</box>
notice-entry <box>1076 598 1275 694</box>
owner-name: PREJEAN, ANTHONY, III <box>228 902 342 914</box>
owner-name: KNAPP, JAMES & MELODIE KNAPP <box>652 1508 821 1520</box>
notice-column <box>440 88 639 2547</box>
notice-entry <box>16 429 215 513</box>
notice-text: C/O JOSEPH DUPLECHIN 7602 SPRINGDALE HOUSTON, TX 77028 TAXES OWED ARE $44.71 WITH INTEREST AND COST TO BE ADDED. Owner Pct:100% 0.62 AC MORE OR LESS DESIGNATED AS THE REMAINING PORTION OF LOT 6A PER SURVEY #305543 & ENTRY #391911 & ENTRY #341955 LESS & EXCEPT ENTRY #352507 1521005 WARD 5W 0510101213 <box>652 841 849 972</box>
owner-name: ZENON, JUSTIN JAMAR <box>864 1532 978 1544</box>
notice-text: P.O. BOX 151 ARNAUDVILLE, LA 70512 TAXES OWED ARE $11.20 WITH INTEREST & COST TO BE ADDED. Owner Pct:100% 3.09 AC MELANCON, LOT 2, LOT 6, HWY. 347 (BEING LOT 1 OF PLAT #245072) 1429950 WARD 5E 0140003030 <box>228 343 426 427</box>
owner-name: GUIDRY, HAROLD & LINDA THOMASSEE <box>16 137 211 148</box>
notice-text: 1067 GRAIN ELEVATOR ROAD ARNAUDVILLE, LA 70512 TAXES OWED ARE $248.53 WITH INTEREST AND COST TO BE ADDED. Owner Pct:100% 6.00 AC TRACT 3, HARDY, AUCOIN, GRAIN ELEVATOR ROAD 1538850 WARD 5W 0290024499 <box>652 1520 841 1604</box>
owner-name: HUVAL, LUKE <box>16 1095 83 1107</box>
notice-entry <box>16 1096 215 1204</box>
notice-entry <box>228 1923 427 2019</box>
owner-name: COMEAUX, RONNIE J. <box>864 1751 971 1762</box>
notice-text: 716 HWY. 308 THIBODAUX, LA 70301 TAXES OWED ARE $24.24 WITH INTEREST AND COST TO BE ADDED. Owner Pct:100% 14 AC. BAILEY, DAIGLE, SWAMP, 4 MILE BAYOU & 4 MILE BAYOU, 4 MILE BAYOU, PERRET 1613920 <box>1076 1128 1270 1211</box>
notice-text: 211 W. PORT STREET ST. MARTINVILLE, LA 70582 TAXES OWED ARE $75.34 WITH INTEREST AND COST TO BE ADDED. Owner Pct:3.1095% 80 AC. W/2 OF SE/4 SEC. 35, T14S R12E 1608300 WARD 6 2800113004 <box>1076 512 1275 596</box>
notice-entry <box>440 1992 639 2088</box>
owner-name: LOGAN, GARNET B. & CAROLYN V. LOGAN C/O GARY LOGAN <box>1076 1636 1245 1659</box>
owner-name: PENNISON, RENE AUGUST HEIRS <box>1076 1866 1239 1878</box>
notice-entry <box>16 137 215 233</box>
notice-text: P.O. BOX 76 CECILIA, LA 70521 TAXES OWED ARE $29.83 WITH INTEREST AND COST TO BE ADDED. Owner Pct:100% LOT NO 3 140 LOT 26 PECAN ACRES SUB 1386580 WARD 5E 0520034072 <box>16 1022 213 1094</box>
notice-entry <box>652 246 851 355</box>
notice-text: 2011 MAIN HIGHWAY ARNAUDVILLE, LA 70512 TAXES OWED ARE $167.64 WITH INTEREST & COST TO BE ADDED. Owner Pct:100% 1.237 AC. DESIGNATED AS LOT 3-A & 3-B & 9-A-4 PER SURVEY #571265 1558676 WARD 5W 0420024533 <box>864 647 1059 730</box>
notice-text: 105 RATTAN WAY YOUNGSVILLE, LA 70592 TAXES OWED ARE $36.63 WITH INTEREST AND COST TO BE ADDED. Owner Pct:100% 10.16 AC. DESIGNATED AS TRACT 1A IN 3 PER PLAT OF SURVEY #551497 1505150 <box>440 2016 636 2087</box>
notice-text: C/O DIANA BROUSSARD 2519 ANSE BROUSSARD HWY BREAUX BRIDGE, LA 70517 TAXES OWED ARE $368.81 WITH INTEREST AND COST TO BE ADDED. Owner Pct:100% 4.90 AC. BROUSSARD, TECHE, FREDERICK, HWY 31 (LOT 4) 1510260 WARD 5W 0510021346 <box>652 149 840 244</box>
notice-entry <box>652 1314 851 1410</box>
notice-entry <box>864 1326 1063 1434</box>
notice-entry <box>16 1968 215 2064</box>
notice-entry <box>228 88 427 160</box>
notice-entry <box>16 999 215 1095</box>
notice-entry <box>652 88 851 136</box>
notice-text: 204 OAK PATH DRIVE CARENCRO, LA 70520 TAXES OWED ARE $466.96 WITH INTEREST & COST TO BE ADDED. Owner Pct:100% 1.054 AC. DESIGNATED AS LOT 1 PER PLAT OF SURVEY #249111 1550350 WARD 5W 0290001940 <box>864 258 1056 341</box>
notice-text: 1029 KIMBLE DRIVE BREAUX BRIDGE, LA 70517 TAXES OWED ARE $135.20 WITH INTEREST AND COST TO BE ADDED. Owner Pct:100% 0.18 AC. LOT 105 X 96.04 LOT 11, ROAD, LOT 13, LEONARD (LOT 12) PER PLAT OF SURVEY #210259 1497985 <box>440 938 639 1022</box>
notice-entry <box>16 234 215 330</box>
owner-name: THOMAS, TANYA SINGLETON <box>864 1217 1006 1228</box>
notice-text: 235 FISHER ROAD WEST MONROE, LA 71292 TAXES OWED ARE $97.69 WITH INTEREST AND COST TO BE ADDED. Owner Pct:100% 1.04 AC. LOT 4B, DOUCET, GIRARD, BROUSSARD & HUVAL (BEING LOT 4-C PER PLAT OF SURVEY #192205) 1466645 WARD 5E 0430183335 <box>440 440 639 536</box>
notice-entry <box>652 1509 851 1605</box>
notice-entry <box>864 1751 1063 1835</box>
notice-entry <box>228 1389 427 1485</box>
notice-entry <box>1076 1527 1275 1635</box>
notice-text: 1086 NN JIM BELLE ROAD 1519 COTEAU RODAIRE HWY BREAUX BRIDGE, LA 70517 TAXES OWED ARE $26.12 WITH INTEREST AND COST TO BE ADDED. Owner Pct:100% LOT 21 OF COUNTRY MEADOWS SUB. 1459124 WARD 5E 0510004549 <box>228 1837 426 1920</box>
notice-entry <box>228 246 427 331</box>
notice-text: 1037 DECLOUET HIGHWAY BREAUX BRIDGE, LA 70517 TAXES OWED ARE $1097.23 WITH INTEREST & COST TO BE ADDED. Owner Pct:100% LOT 100 X 250 HWY, DECLOUET HWY., TAYLOR, BROUSSARD, TAYLOR 1553565 WARD 5W 0400264032 <box>864 464 1063 548</box>
notices-columns <box>16 88 1275 2547</box>
notice-text: C/O KELLY METRIC P.O. BOX 114 CECILIA, LA 70521 TAXES OWED ARE $540.79 WITH INTEREST AND COST TO BE ADDED. Parcel#: 0420021136 Owner Pct:100% 6.221 AC. LOT 2 PLAT OF SURVEY #342726 Parcel#: 0420021236 Owner Pct:100% 6.221 AC. LOT 8 PLAT OF SURVEY #342726 1440124 WARD 5E 0610020237 <box>228 599 427 706</box>
notice-entry <box>652 1412 851 1508</box>
owner-name: JOURNET, WILFRED & JOYCE MARIE LEWIS JOURNET <box>16 1859 196 1882</box>
notice-text: 2639 MAIN HWY BREAUX BRIDGE, LA 70517 TAXES OWED ARE $56.28 WITH INTEREST & COST TO BE ADDED. Owner Pct:100% 1.54 AC. LOT 6, LEBERT, BAYOU TECHE, CELESTINE (BEING LOT 7 PER PLAT OF SURVEY #204378) 1558677 <box>864 744 1060 827</box>
owner-name: BABINEAUX, CENTRELL WILDA <box>440 1555 594 1567</box>
owner-name: BRASHEAR, THOMAS W. & LINDA M. BOUTTE <box>440 2089 616 2112</box>
notice-entry <box>652 1921 851 2017</box>
notice-entry <box>864 635 1063 731</box>
notice-entry <box>228 1668 427 1824</box>
owner-name: LABICHE, KIMBERLY JANE SOCKSTELL, MITZI BRIAN; SEAN; KEVIN RASSON <box>1076 1213 1272 1236</box>
notice-entry <box>1076 101 1275 221</box>
owner-name: TOLLIVER, SCOTTY J. <box>440 744 546 755</box>
notice-text: ADAM 1605450 <box>1076 88 1154 99</box>
notice-entry <box>228 1194 427 1303</box>
owner-name: ROBIN, JUDE ANTHONY & LUCEANN MELANCON ROBIN <box>228 1668 406 1691</box>
notice-text: 217 HUNT CLUB RD LAFAYETTE, LA 70507 TAXES OWED ARE $0.57 WITH INTEREST AND COST TO BE ADDED. Parcel#: 2240001136 Owner Pct:0.2778% 80.00 AC. W/2 OF THE NW/4 OF SEC. 9, T13S-R12E Parcel#: 2310003537 Owner Pct:0.2778% 160.00 AC. SW/4 OF SEC. 9, T13S-R12E 1606406 <box>1076 113 1275 220</box>
owner-name: OAKLEYS ASSETS LLC <box>228 587 341 598</box>
notice-text: 10477 LAKEVIEW DRIVE BATON ROUGE, LA 70810 TAXES OWED ARE $1412.11 WITH INTEREST AND COST TO BE ADDED. Parcel#: 2400001225 Owner Pct:14.06% 60 AC. IN SEC. 32 T13S R12E Parcel#: 2440002135 Owner Pct:14.06% 80 AC. NW/4 SW/4 SEC. 33 T13S R12E Parcel#: 2440002335 Owner Pct:14.06% 160 AC. NE/4 SEC. 32 T13S R12E Parcel#: 2790003132 Owner Pct:9.38% 160.00 AC. NW/4 SEC. 2 T15S R12E Parcel#: 2800001805 Owner Pct:9.38% 22.66 AC. LOT 3 OF SEC. 7 T15S R12E Parcel#: 2800001805 Owner Pct:9.38% 16.50 AC. LOT 6 OF SEC. 7 T15S R13E Parcel#: 2800002552 Owner Pct:9.38% 27 AC. LOT 6 OF SEC. 7 T15S R12E Parcel#: 2800002551 Owner Pct:9.38% 26 AC. THE N/2 OF LOT 7 OF SEC. 7 T15S R12E Parcel#: 2800002952 Owner Pct:14.06% 79.00 AC. LOTS 3 & 4 SEC 6 T15S R13E Parcel#: 2800004144 Owner Pct:14.06% 61.40 AC. WESTERN PORTION OF LOT 1 SEC. 6, T15S R13E Parcel#: 2800004240 Owner Pct:14.06% 62.10 AC. LOTS 2 SEC 6 T15S R13E Parcel#: 2800005223 Owner Pct:50% 62 AC. N/2 OF LOT 5 & SECTION 2 T15S R13E Parcel#: 2800060434 Owner Pct:9.38% 60.00 AC. THE W/2 OF THE SW/4 OF SEC. 7, T15S R12E 1613550 WARD 6 0159960 <box>1076 707 1275 1114</box>
notice-entry <box>228 2020 427 2116</box>
owner-name: TUCKER, CHRISTOPHER AARON & KIMBERLY ANN <box>864 1326 1033 1349</box>
owner-name: ROBERTS, MELISSA ANN <box>228 1303 351 1314</box>
notice-entry <box>1076 1636 1275 1768</box>
notice-entry <box>228 331 427 427</box>
owner-name: BATISTE, BARBARA NOEL <box>440 1652 568 1664</box>
notice-entry <box>440 331 639 416</box>
notice-text: C/O ROSE CHARLES 146 WARREN ST. LAFAYETTE, LA 70501 TAXES OWED ARE $16.77 WITH INTEREST AND COST TO BE ADDED. Owner Pct:100% LOT 1 OF TRACT 3, JOSEPH, LOT 2, ROAD, JOSEPH 1514940 WARD 5W 0510003300 <box>652 550 845 633</box>
owner-name: RICHARD, WESLEY SCOTT <box>228 1085 358 1096</box>
notice-entry <box>16 1484 215 1640</box>
notice-entry <box>440 635 639 744</box>
owner-name: WILLRIDGE, MARTIN <box>864 1435 964 1447</box>
owner-name: FEDERAL NATIONAL MORTGAGE ASSOCIATION <box>864 1836 1026 1859</box>
